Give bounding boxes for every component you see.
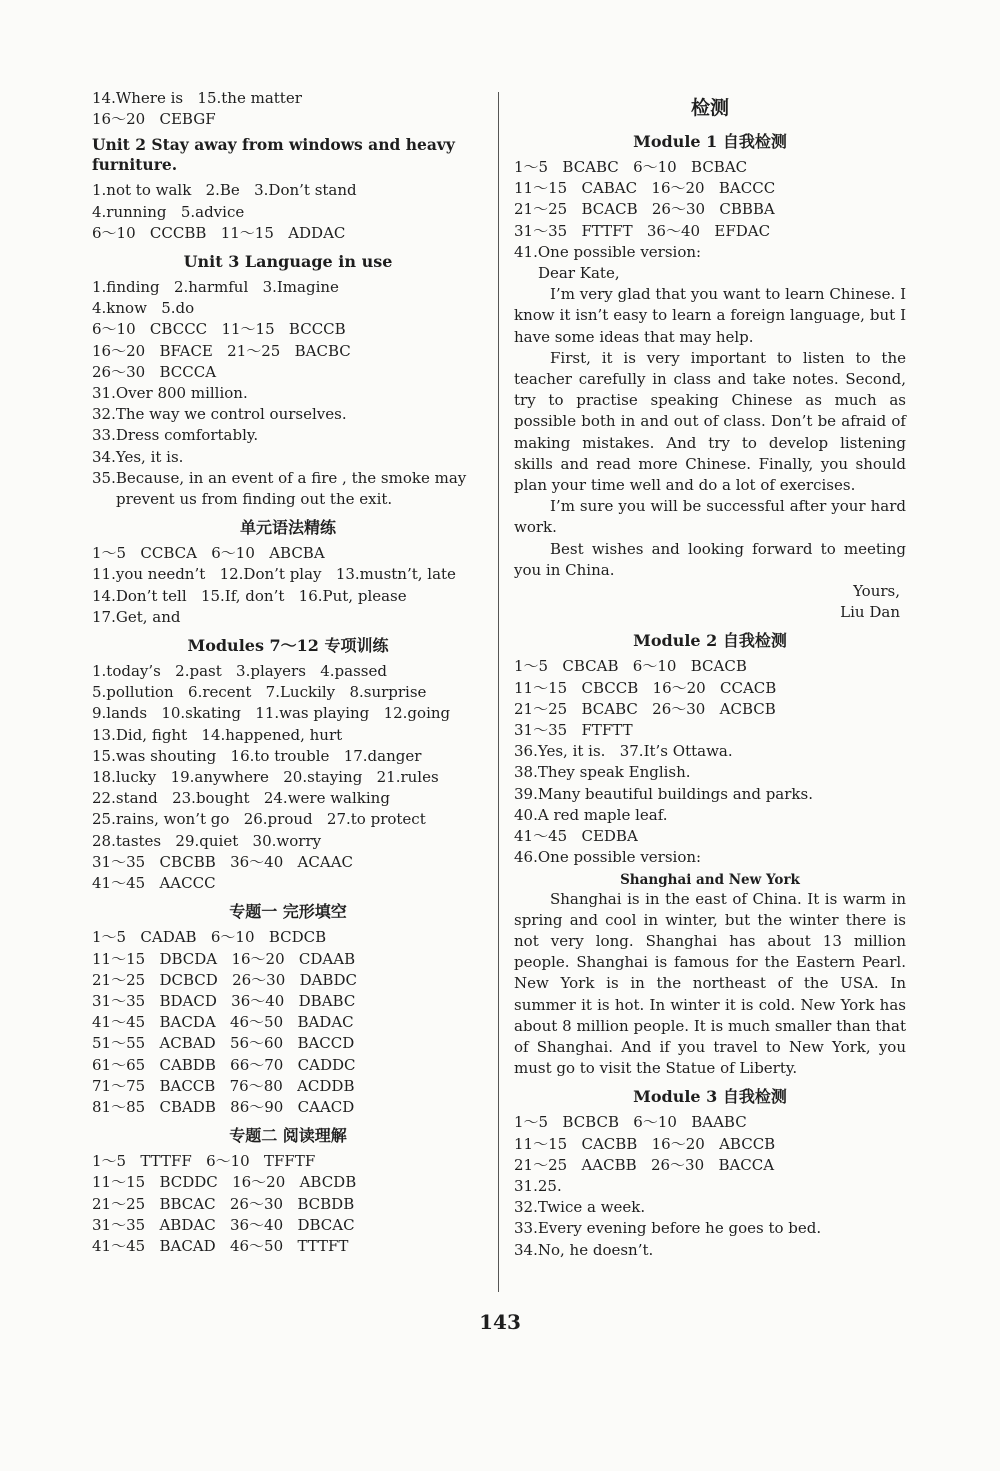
letter-paragraph: First, it is very important to listen to the teacher carefully in class and take notes. Second, try to practise speaking Chinese as much as possible both in and out of class. Don’t be afraid of making mistakes. And try to develop listening skills and read more Chinese. Finally, you should plan your time well and do a lot of exercises. [514, 348, 906, 495]
answer-line: 21～25 DCBCD 26～30 DABDC [92, 970, 357, 989]
answer-line: 81～85 CBADB 86～90 CAACD [92, 1097, 355, 1116]
unit3-section [92, 252, 484, 510]
answer-line: 41～45 BACDA 46～50 BADAC [92, 1013, 354, 1032]
answer-line: prevent us from finding out the exit. [116, 490, 393, 509]
answer-line: 31～35 FTFTT [514, 721, 633, 740]
answer-line: 5.pollution 6.recent 7.Luckily 8.surprise [92, 683, 427, 702]
module3-title: Module 3 自我检测 [633, 1087, 787, 1107]
answer-line: 35.Because, in an event of a fire , the smoke may [92, 468, 467, 487]
unit3-title: Unit 3 Language in use [183, 252, 393, 272]
answer-line: 39.Many beautiful buildings and parks. [514, 784, 813, 803]
answer-line: 17.Get, and [92, 607, 181, 626]
answer-line: 11～15 CBCCB 16～20 CCACB [514, 678, 777, 697]
answer-line: 18.lucky 19.anywhere 20.staying 21.rules [92, 768, 439, 787]
answer-line: 4.running 5.advice [92, 202, 245, 221]
left-column [92, 88, 484, 1257]
answer-line: 6～10 CBCCC 11～15 BCCCB [92, 320, 346, 339]
answer-line: 31～35 FTTFT 36～40 EFDAC [514, 221, 771, 240]
answer-line: 51～55 ACBAD 56～60 BACCD [92, 1034, 355, 1053]
grammar-section [92, 518, 484, 628]
module3-section [514, 1087, 906, 1260]
letter-paragraph: Best wishes and looking forward to meeting you in China. [514, 539, 906, 579]
unit2-section [92, 135, 484, 244]
essay-paragraph: Shanghai is in the east of China. It is warm in spring and cool in winter, but the winter there is not very long. Shanghai has about 13 million people. Shanghai is famous for the Eastern Pearl. New York is in the northeast of the USA. In summer it is hot. In winter it is cold. New York has about 8 million people. It is much smaller than that of Shanghai. And if you travel to New York, you must go to visit the Statue of Liberty. [514, 889, 906, 1078]
answer-line: 1～5 CCBCA 6～10 ABCBA [92, 544, 325, 563]
answer-line: 1～5 CADAB 6～10 BCDCB [92, 928, 327, 947]
answer-line: 21～25 BCACB 26～30 CBBBA [514, 200, 775, 219]
topic2-section [92, 1126, 484, 1257]
module1-section [514, 132, 906, 623]
answer-line: 16～20 BFACE 21～25 BACBC [92, 341, 351, 360]
topic1-section [92, 902, 484, 1118]
grammar-title: 单元语法精练 [239, 518, 336, 538]
answer-line: 31～35 ABDAC 36～40 DBCAC [92, 1215, 355, 1234]
answer-line: 6～10 CCCBB 11～15 ADDAC [92, 223, 346, 242]
answer-line: 32.Twice a week. [514, 1198, 646, 1217]
modules-7-12-section [92, 636, 484, 894]
modules-7-12-title: Modules 7～12 专项训练 [187, 636, 389, 656]
answer-line: 1～5 TTTFF 6～10 TFFTF [92, 1152, 316, 1171]
answer-line: 13.Did, fight 14.happened, hurt [92, 725, 343, 744]
answer-line: 22.stand 23.bought 24.were walking [92, 789, 390, 808]
right-column [514, 88, 906, 1261]
answer-line: 41～45 AACCC [92, 874, 216, 893]
answer-line: 41～45 BACAD 46～50 TTTFT [92, 1236, 349, 1255]
answer-line: 46.One possible version: [514, 848, 702, 867]
answer-line: 1～5 BCBCB 6～10 BAABC [514, 1113, 747, 1132]
answer-line: 14.Where is 15.the matter [92, 89, 302, 107]
unit2-title: Unit 2 Stay away from windows and heavy furniture. [92, 135, 455, 175]
column-divider [498, 92, 499, 1292]
answer-line: 25.rains, won’t go 26.proud 27.to protect [92, 810, 426, 829]
answer-line: 33.Dress comfortably. [92, 426, 259, 445]
answer-line: 31.Over 800 million. [92, 384, 248, 403]
answer-line: 41.One possible version: [514, 242, 702, 261]
module2-section [514, 631, 906, 1079]
page-number: 143 [479, 1310, 521, 1334]
module2-title: Module 2 自我检测 [633, 631, 787, 651]
answer-line: 31.25. [514, 1176, 562, 1195]
answer-line: 26～30 BCCCA [92, 362, 217, 381]
answer-line: 11.you needn’t 12.Don’t play 13.mustn’t, late [92, 565, 456, 584]
answer-line: 36.Yes, it is. 37.It’s Ottawa. [514, 742, 733, 761]
answer-line: 15.was shouting 16.to trouble 17.danger [92, 746, 422, 765]
topic1-title: 专题一 完形填空 [229, 902, 347, 922]
top-answers [92, 88, 484, 130]
letter-salutation: Dear Kate, [538, 264, 620, 283]
module1-title: Module 1 自我检测 [633, 132, 787, 151]
answer-line: 61～65 CABDB 66～70 CADDC [92, 1055, 356, 1074]
answer-line: 1～5 CBCAB 6～10 BCACB [514, 657, 747, 676]
answer-line: 33.Every evening before he goes to bed. [514, 1219, 822, 1238]
answer-line: 28.tastes 29.quiet 30.worry [92, 831, 322, 850]
answer-line: 31～35 CBCBB 36～40 ACAAC [92, 852, 354, 871]
section-title: 检测 [690, 97, 729, 119]
answer-line: 11～15 CACBB 16～20 ABCCB [514, 1134, 776, 1153]
answer-line: 31～35 BDACD 36～40 DBABC [92, 991, 356, 1010]
letter-paragraph: I’m very glad that you want to learn Chinese. I know it isn’t easy to learn a foreign language, but I have some ideas that may help. [514, 285, 906, 346]
answer-line: 1.finding 2.harmful 3.Imagine [92, 278, 339, 297]
answer-line: 32.The way we control ourselves. [92, 405, 347, 424]
answer-line: 1.today’s 2.past 3.players 4.passed [92, 662, 387, 681]
answer-line: 71～75 BACCB 76～80 ACDDB [92, 1076, 355, 1095]
answer-line: 41～45 CEDBA [514, 827, 638, 846]
answer-line: 34.No, he doesn’t. [514, 1240, 654, 1259]
answer-line: 4.know 5.do [92, 299, 195, 318]
answer-line: 21～25 BCABC 26～30 ACBCB [514, 699, 776, 718]
answer-line: 34.Yes, it is. [92, 447, 184, 466]
answer-line: 14.Don’t tell 15.If, don’t 16.Put, please [92, 586, 407, 605]
letter-closing: Yours, [853, 582, 900, 601]
answer-line: 38.They speak English. [514, 763, 691, 782]
answer-line: 40.A red maple leaf. [514, 805, 668, 824]
answer-line: 11～15 DBCDA 16～20 CDAAB [92, 949, 356, 968]
topic2-title: 专题二 阅读理解 [229, 1126, 347, 1146]
answer-line: 21～25 BBCAC 26～30 BCBDB [92, 1194, 355, 1213]
answer-line: 9.lands 10.skating 11.was playing 12.going [92, 704, 451, 723]
letter-signature: Liu Dan [840, 603, 900, 622]
answer-line: 21～25 AACBB 26～30 BACCA [514, 1155, 775, 1174]
answer-line: 11～15 CABAC 16～20 BACCC [514, 179, 776, 198]
letter-paragraph: I’m sure you will be successful after your hard work. [514, 497, 906, 537]
answer-line: 1～5 BCABC 6～10 BCBAC [514, 158, 748, 176]
answer-line: 1.not to walk 2.Be 3.Don’t stand [92, 181, 357, 200]
answer-line: 11～15 BCDDC 16～20 ABCDB [92, 1173, 357, 1192]
answer-line: 16～20 CEBGF [92, 110, 216, 129]
essay-title: Shanghai and New York [620, 871, 800, 888]
